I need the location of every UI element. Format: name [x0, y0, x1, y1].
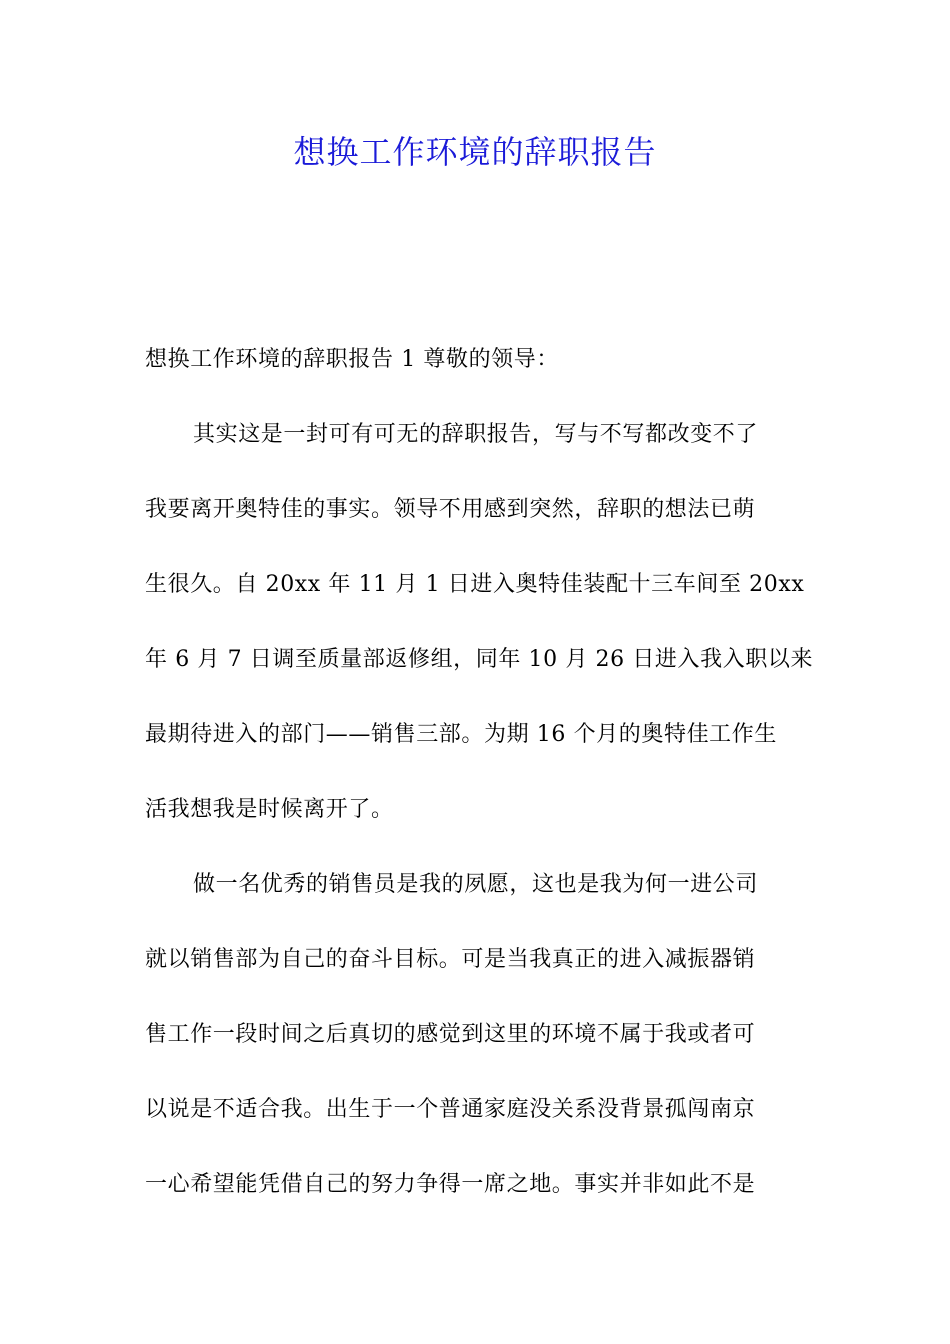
document-title: 想换工作环境的辞职报告 [293, 133, 657, 171]
document-body [145, 340, 814, 1240]
paragraph-line: 售工作一段时间之后真切的感觉到这里的环境不属于我或者可 [145, 1022, 756, 1047]
paragraph-line: 一心希望能凭借自己的努力争得一席之地。事实并非如此不是 [145, 1172, 756, 1197]
paragraph-line: 做一名优秀的销售员是我的夙愿，这也是我为何一进公司 [193, 872, 759, 897]
paragraph-line: 其实这是一封可有可无的辞职报告，写与不写都改变不了 [193, 422, 759, 447]
paragraph-line: 最期待进入的部门——销售三部。为期 16 个月的奥特佳工作生 [145, 722, 777, 747]
paragraph-line: 年 6 月 7 日调至质量部返修组，同年 10 月 26 日进入我入职以来 [145, 647, 814, 672]
paragraph-line: 我要离开奥特佳的事实。领导不用感到突然，辞职的想法已萌 [145, 497, 756, 522]
paragraph-line: 就以销售部为自己的奋斗目标。可是当我真正的进入减振器销 [145, 947, 756, 972]
paragraph-line: 生很久。自 20xx 年 11 月 1 日进入奥特佳装配十三车间至 20xx [145, 572, 805, 597]
paragraph-line: 想换工作环境的辞职报告 1 尊敬的领导： [145, 347, 559, 372]
paragraph-line: 活我想我是时候离开了。 [145, 797, 394, 822]
paragraph-line: 以说是不适合我。出生于一个普通家庭没关系没背景孤闯南京 [145, 1097, 756, 1122]
